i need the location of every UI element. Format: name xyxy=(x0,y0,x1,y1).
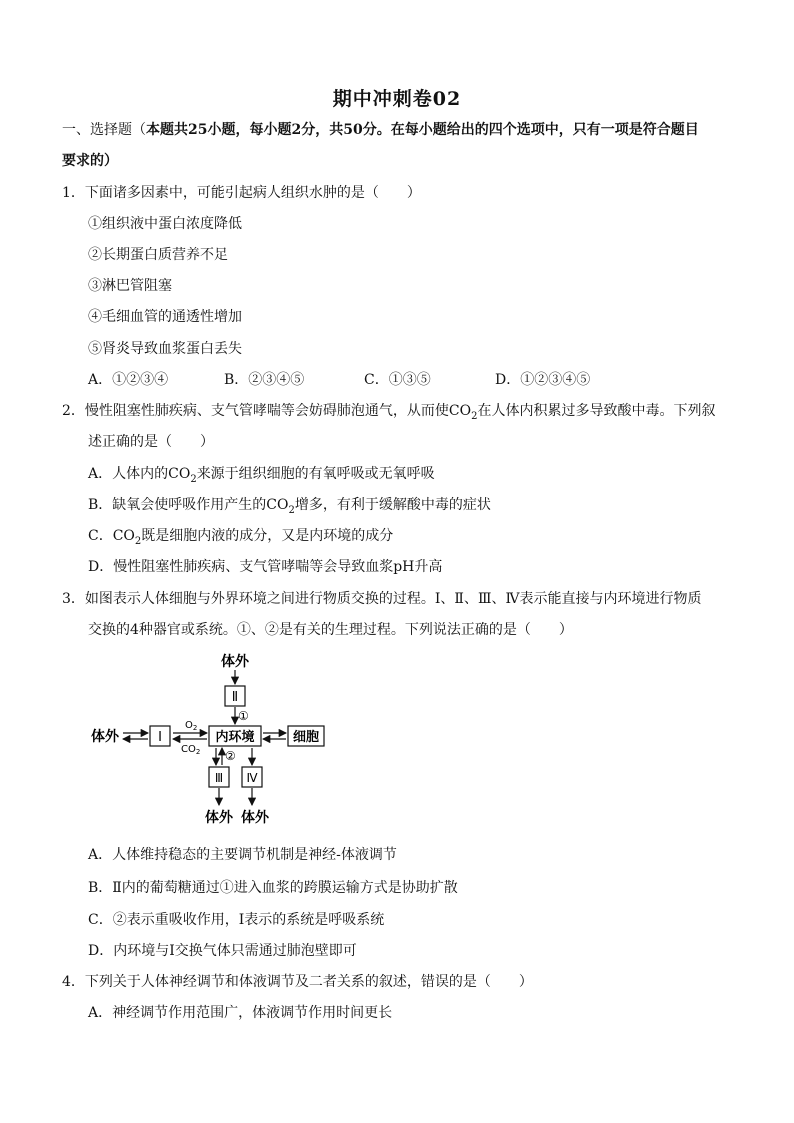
section-heading-prefix: 一、选择题（ xyxy=(62,122,146,138)
q2-option-c[interactable]: C．$CO_2$既是细胞内液的成分，又是内环境的成分 xyxy=(88,528,394,547)
q1-option-b[interactable]: B．②③④⑤ xyxy=(224,372,305,388)
exchange-diagram xyxy=(85,650,335,830)
box-ii-label: Ⅱ xyxy=(231,690,239,705)
q1-options xyxy=(88,370,688,390)
o2-label: $O_2$ xyxy=(185,720,198,732)
q3-option-d[interactable]: D．内环境与Ⅰ交换气体只需通过肺泡壁即可 xyxy=(88,943,357,959)
q3-option-b[interactable]: B．Ⅱ内的葡萄糖通过①进入血浆的跨膜运输方式是协助扩散 xyxy=(88,880,458,896)
section-heading xyxy=(62,120,699,140)
q2-stem: 2．慢性阻塞性肺疾病、支气管哮喘等会妨碍肺泡通气，从而使$CO_2$在人体内积累过多导致酸中毒。下列叙 xyxy=(62,403,716,422)
q3-option-c[interactable]: C．②表示重吸收作用，Ⅰ表示的系统是呼吸系统 xyxy=(88,912,385,928)
box-iv-label: Ⅳ xyxy=(246,771,258,785)
q4-stem: 4．下列关于人体神经调节和体液调节及二者关系的叙述，错误的是（ ） xyxy=(62,974,533,990)
q3-stem: 3．如图表示人体细胞与外界环境之间进行物质交换的过程。Ⅰ、Ⅱ、Ⅲ、Ⅳ表示能直接与内环境进行物质 xyxy=(62,591,702,607)
q1-stem: 1．下面诸多因素中，可能引起病人组织水肿的是（ ） xyxy=(62,185,421,201)
q4-option-a[interactable]: A．神经调节作用范围广，体液调节作用时间更长 xyxy=(88,1005,393,1021)
q3-option-a[interactable]: A．人体维持稳态的主要调节机制是神经-体液调节 xyxy=(88,847,397,863)
q2-option-a[interactable]: A．人体内的$CO_2$来源于组织细胞的有氧呼吸或无氧呼吸 xyxy=(88,466,435,485)
page-title: 期中冲刺卷02 xyxy=(332,88,462,110)
q1-option-a[interactable]: A．①②③④ xyxy=(88,372,169,388)
process-1-label: ① xyxy=(238,709,249,723)
section-heading-line2: 要求的） xyxy=(62,153,118,169)
cell-label: 细胞 xyxy=(292,730,320,745)
q1-item: ⑤肾炎导致血浆蛋白丢失 xyxy=(88,341,242,357)
section-heading-bold: 本题共25小题，每小题2分，共50分。在每小题给出的四个选项中，只有一项是符合题目 xyxy=(146,122,699,138)
outside-top-label: 体外 xyxy=(221,654,249,670)
q1-item: ②长期蛋白质营养不足 xyxy=(88,247,228,263)
q2-stem-line2: 述正确的是（ ） xyxy=(88,434,214,450)
box-i-label: Ⅰ xyxy=(158,730,162,745)
outside-bottom-left-label: 体外 xyxy=(205,810,233,826)
outside-bottom-right-label: 体外 xyxy=(241,810,269,826)
q3-stem-line2: 交换的4种器官或系统。①、②是有关的生理过程。下列说法正确的是（ ） xyxy=(88,622,573,638)
inner-environment-label: 内环境 xyxy=(215,730,255,745)
q1-item: ④毛细血管的通透性增加 xyxy=(88,309,242,325)
q1-item: ①组织液中蛋白浓度降低 xyxy=(88,216,242,232)
q1-option-d[interactable]: D．①②③④⑤ xyxy=(495,372,591,388)
box-iii-label: Ⅲ xyxy=(214,771,224,785)
q1-option-c[interactable]: C．①③⑤ xyxy=(364,372,431,388)
process-2-label: ② xyxy=(225,749,236,763)
outside-left-label: 体外 xyxy=(91,729,119,745)
q2-option-d[interactable]: D．慢性阻塞性肺疾病、支气管哮喘等会导致血浆pH升高 xyxy=(88,559,443,575)
q1-item: ③淋巴管阻塞 xyxy=(88,278,172,294)
co2-label: $CO_2$ xyxy=(181,744,201,756)
q2-option-b[interactable]: B．缺氧会使呼吸作用产生的$CO_2$增多，有利于缓解酸中毒的症状 xyxy=(88,497,491,516)
